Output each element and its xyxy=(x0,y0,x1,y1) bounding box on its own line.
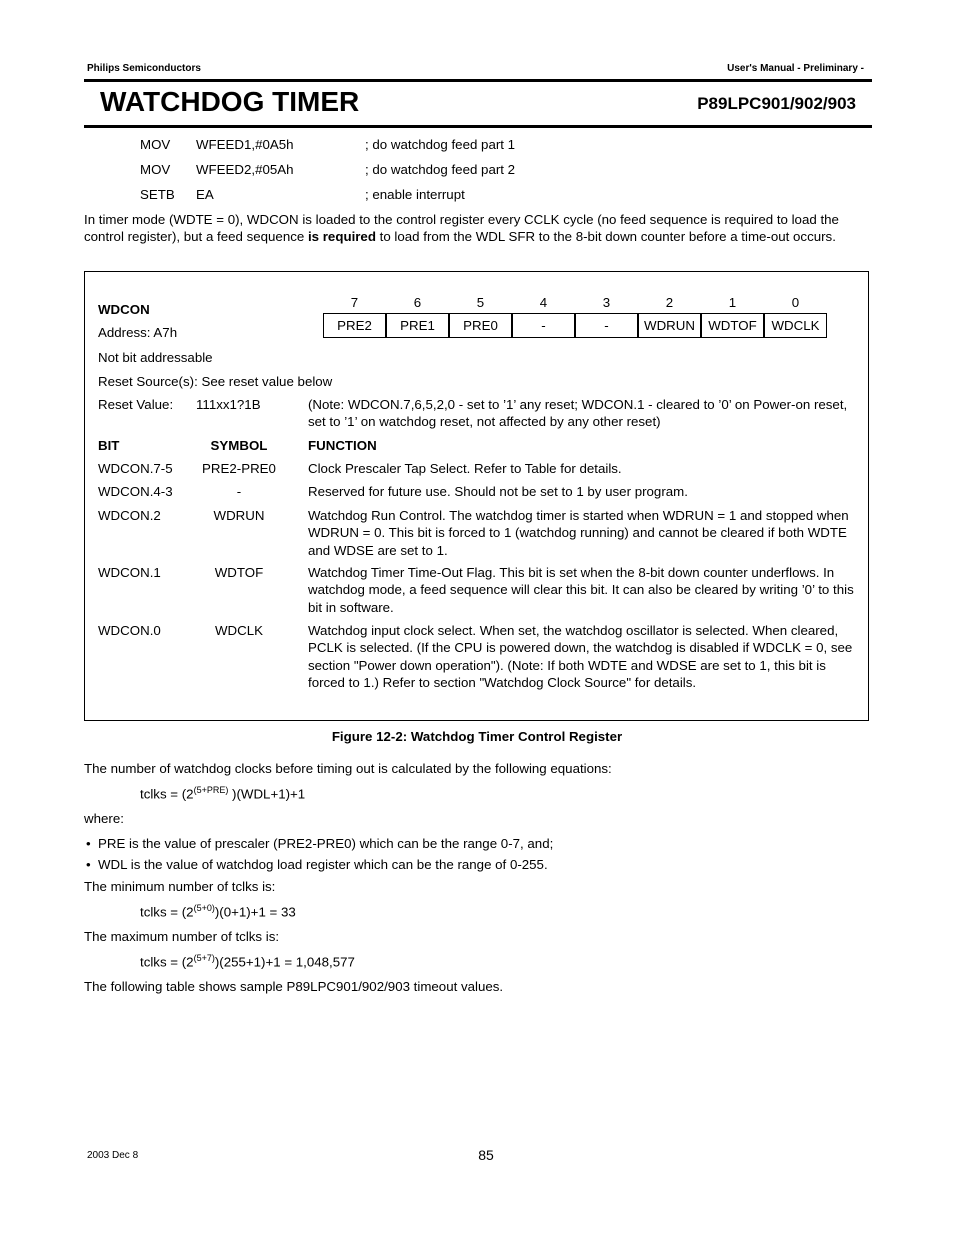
bullet-icon: • xyxy=(86,857,91,872)
eq-exponent: (5+7) xyxy=(193,953,215,963)
bit-number: 0 xyxy=(791,295,800,310)
figure-caption: Figure 12-2: Watchdog Timer Control Register xyxy=(331,729,623,744)
where-label: where: xyxy=(84,811,124,826)
company-name: Philips Semiconductors xyxy=(87,63,201,74)
row-function: Clock Prescaler Tap Select. Refer to Table for details. xyxy=(308,461,622,476)
reset-note: (Note: WDCON.7,6,5,2,0 - set to ’1’ any reset; WDCON.1 - cleared to ’0’ on Power-on reset, set to ’1’ on watchdog reset, not affected by any other reset) xyxy=(308,397,848,430)
code-comment: ; do watchdog feed part 2 xyxy=(365,162,516,177)
model-number: P89LPC901/902/903 xyxy=(697,94,856,113)
bit-number: 1 xyxy=(728,295,737,310)
register-address: Address: A7h xyxy=(98,325,178,340)
row-function: Watchdog input clock select. When set, the watchdog oscillator is selected. When cleared, PCLK is selected. (If the CPU is powered down, the watchdog is disabled if WDCLK = 0, see section "Power down operation"). (Note: If both WDTE and WDSE are set to 1, this bit is forced to 1.) Refer to section "Watchdog Clock Source" for details. xyxy=(308,623,853,690)
intro-bold: is required xyxy=(307,229,376,244)
header-rule-top xyxy=(84,79,872,82)
eq-text: )(255+1)+1 = 1,048,577 xyxy=(214,954,355,970)
manual-label: User's Manual - Preliminary - xyxy=(727,63,864,74)
eq-text: )(WDL+1)+1 xyxy=(228,786,306,802)
page-number: 85 xyxy=(478,1147,494,1163)
row-function: Watchdog Run Control. The watchdog timer is started when WDRUN = 1 and stopped when WDRUN = 0. This bit is forced to 1 (watchdog running) and cannot be cleared if both WDTE and WDSE are set to 1. xyxy=(308,508,849,558)
reset-value: 111xx1?1B xyxy=(196,397,261,412)
bit-number: 5 xyxy=(476,295,485,310)
equation-2 xyxy=(140,903,296,919)
equation-3 xyxy=(140,953,355,969)
eq-text: tclks = (2 xyxy=(140,954,194,970)
eq-exponent: (5+PRE) xyxy=(193,785,229,795)
register-name: WDCON xyxy=(98,302,150,317)
bullet-item: PRE is the value of prescaler (PRE2-PRE0) which can be the range 0-7, and; xyxy=(98,836,554,851)
register-addressable: Not bit addressable xyxy=(98,350,213,365)
bit-number: 6 xyxy=(413,295,422,310)
eq-text: tclks = (2 xyxy=(140,786,194,802)
row-bit: WDCON.0 xyxy=(98,623,161,638)
bit-number: 3 xyxy=(602,295,611,310)
code-arg: EA xyxy=(196,187,214,202)
code-comment: ; enable interrupt xyxy=(365,187,465,202)
eq-text: )(0+1)+1 = 33 xyxy=(214,904,296,920)
row-symbol: - xyxy=(236,484,242,499)
code-op: MOV xyxy=(140,137,171,152)
min-intro: The minimum number of tclks is: xyxy=(84,879,276,894)
row-function: Watchdog Timer Time-Out Flag. This bit is set when the 8-bit down counter underflows. In watchdog mode, a feed sequence will clear this bit. It can also be cleared by writing ’0’ to this bit in software. xyxy=(308,565,854,615)
table-intro: The following table shows sample P89LPC901/902/903 timeout values. xyxy=(84,979,504,994)
max-intro: The maximum number of tclks is: xyxy=(84,929,280,944)
eq-exponent: (5+0) xyxy=(193,903,215,913)
reset-source: Reset Source(s): See reset value below xyxy=(98,374,333,389)
col-header-bit: BIT xyxy=(98,438,120,453)
bit-cell: - xyxy=(512,313,575,338)
row-bit: WDCON.1 xyxy=(98,565,161,580)
bit-cell: PRE0 xyxy=(449,313,512,338)
equation-1 xyxy=(140,785,305,801)
eq-text: tclks = (2 xyxy=(140,904,194,920)
row-symbol: WDRUN xyxy=(213,508,265,523)
row-bit: WDCON.2 xyxy=(98,508,161,523)
row-bit: WDCON.4-3 xyxy=(98,484,173,499)
row-symbol: WDCLK xyxy=(214,623,264,638)
code-comment: ; do watchdog feed part 1 xyxy=(365,137,516,152)
bit-cell: WDTOF xyxy=(701,313,764,338)
code-op: SETB xyxy=(140,187,175,202)
bit-cell: WDRUN xyxy=(638,313,701,338)
header-rule-bottom xyxy=(84,125,872,128)
bit-number: 7 xyxy=(350,295,359,310)
intro-paragraph xyxy=(84,211,874,245)
row-function: Reserved for future use. Should not be set to 1 by user program. xyxy=(308,484,688,499)
bit-number: 2 xyxy=(665,295,674,310)
bit-number: 4 xyxy=(539,295,548,310)
reset-value-label: Reset Value: xyxy=(98,397,174,412)
bit-cell: - xyxy=(575,313,638,338)
intro-text-end: to load from the WDL SFR to the 8-bit down counter before a time-out occurs. xyxy=(375,229,836,244)
bit-cell: WDCLK xyxy=(764,313,827,338)
equation-intro: The number of watchdog clocks before timing out is calculated by the following equations: xyxy=(84,761,612,776)
bit-cell: PRE2 xyxy=(323,313,386,338)
row-symbol: WDTOF xyxy=(214,565,264,580)
code-arg: WFEED2,#05Ah xyxy=(196,162,294,177)
col-header-symbol: SYMBOL xyxy=(210,438,268,453)
page-title: WATCHDOG TIMER xyxy=(100,86,360,117)
intro-text: In timer mode (WDTE = 0), WDCON is loaded to the control register every CCLK cycle (no feed sequence is required to load the control register), but a feed sequence xyxy=(84,212,839,244)
bullet-icon: • xyxy=(86,836,91,851)
code-op: MOV xyxy=(140,162,171,177)
footer-date: 2003 Dec 8 xyxy=(87,1150,139,1161)
col-header-function: FUNCTION xyxy=(308,438,377,453)
row-symbol: PRE2-PRE0 xyxy=(202,461,276,476)
row-bit: WDCON.7-5 xyxy=(98,461,173,476)
bullet-item: WDL is the value of watchdog load register which can be the range of 0-255. xyxy=(98,857,548,872)
bit-cell: PRE1 xyxy=(386,313,449,338)
code-arg: WFEED1,#0A5h xyxy=(196,137,294,152)
